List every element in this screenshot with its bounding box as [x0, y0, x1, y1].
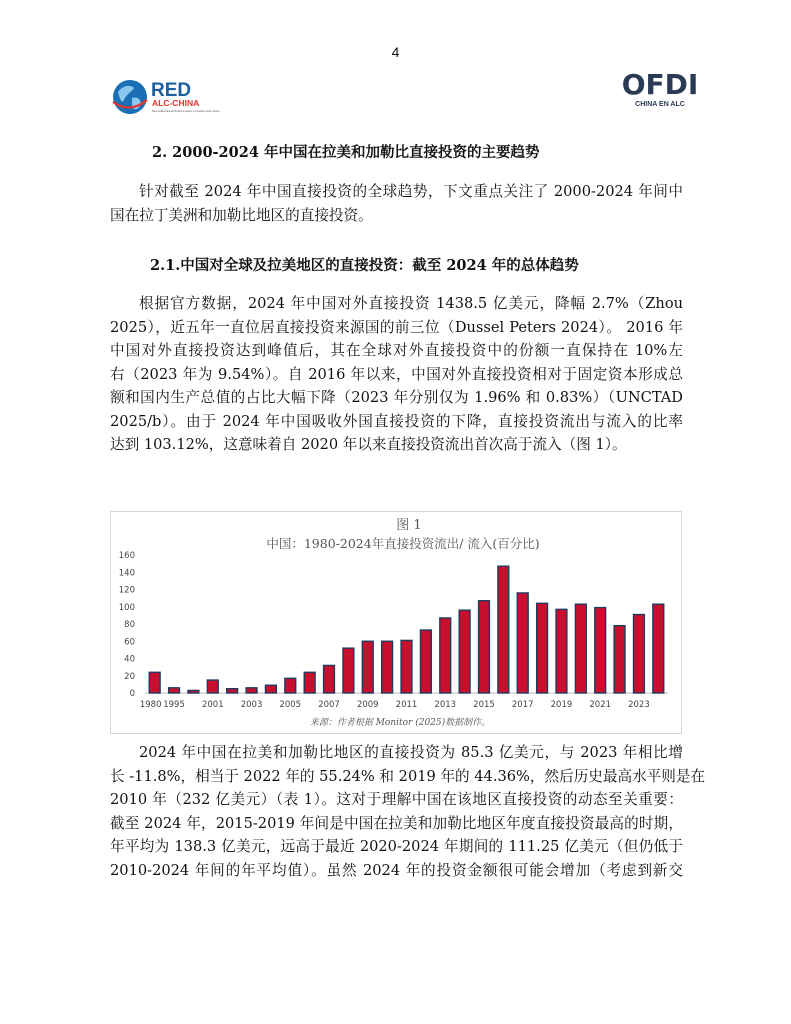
y-tick-label: 120	[118, 585, 135, 596]
paragraph-line: 右（2023 年为 9.54%）。自 2016 年以来，中国对外直接投资相对于固定资本形成总	[110, 365, 683, 383]
bar	[459, 610, 470, 693]
bar	[595, 608, 606, 693]
logo-alc-china-text: ALC-CHINA	[152, 98, 200, 108]
x-tick-label: 2013	[434, 700, 457, 710]
y-tick-label: 0	[129, 689, 135, 699]
bar	[169, 688, 180, 693]
paragraph-line: 根据官方数据，2024 年中国对外直接投资 1438.5 亿美元，降幅 2.7%（Zhou	[139, 295, 683, 312]
y-tick-label: 80	[124, 620, 135, 630]
x-tick-label: 1995	[163, 700, 185, 710]
chart-title: 图 1	[396, 518, 422, 533]
bar	[517, 593, 528, 693]
bar	[420, 630, 431, 693]
paragraph-line: 2010 年（232 亿美元）（表 1）。这对于理解中国在该地区直接投资的动态至关重要：	[110, 791, 683, 808]
bar	[362, 641, 373, 693]
bar	[246, 688, 257, 693]
paragraph-line: 额和国内生产总值的占比大幅下降（2023 年分别仅为 1.96% 和 0.83%）（UNCTAD	[110, 389, 683, 406]
x-tick-label: 2009	[356, 700, 379, 710]
bar-chart	[111, 512, 681, 733]
bar	[479, 601, 490, 693]
paragraph-line: 年平均为 138.3 亿美元，远高于最近 2020-2024 年期间的 111.25 亿美元（但仍低于	[110, 838, 683, 855]
x-tick-label: 2003	[240, 700, 263, 710]
paragraph-1	[110, 180, 683, 227]
bar	[227, 689, 238, 693]
paragraph-line: 2025/b）。由于 2024 年中国吸收外国直接投资的下降，直接投资流出与流入的比率	[110, 412, 683, 430]
bar	[634, 615, 645, 693]
bar	[614, 626, 625, 693]
x-tick-label: 2023	[628, 700, 650, 710]
x-tick-label: 2015	[473, 700, 495, 710]
paragraph-line: 截至 2024 年，2015-2019 年间是中国在拉美和加勒比地区年度直接投资最高的时期，	[110, 814, 683, 832]
y-tick-label: 20	[124, 671, 135, 682]
figure-1	[110, 511, 682, 734]
logo-tagline-text: Red Académica de América Latina y el Caribe sobre China	[152, 110, 220, 113]
page-number: 4	[391, 44, 400, 60]
bar	[382, 641, 393, 693]
bar	[537, 603, 548, 693]
bar	[575, 604, 586, 693]
x-tick-label: 2007	[318, 700, 340, 710]
section-heading: 2. 2000-2024 年中国在拉美和加勒比直接投资的主要趋势	[152, 144, 540, 161]
y-tick-label: 160	[118, 551, 135, 561]
y-axis	[119, 551, 135, 699]
logo-red-text: RED	[151, 80, 192, 101]
subsection-heading: 2.1.中国对全球及拉美地区的直接投资：截至 2024 年的总体趋势	[150, 257, 579, 274]
globe-icon	[113, 80, 147, 114]
y-tick-label: 100	[118, 602, 135, 613]
paragraph-line: 2025），近五年一直位居直接投资来源国的前三位（Dussel Peters 2024）。 2016 年	[110, 318, 683, 336]
paragraph-3	[110, 741, 706, 882]
bar	[304, 672, 315, 693]
paragraph-line: 达到 103.12%，这意味着自 2020 年以来直接投资流出首次高于流入（图 1）。	[110, 436, 627, 453]
paragraph-line: 2024 年中国在拉美和加勒比地区的直接投资为 85.3 亿美元，与 2023 年相比增	[139, 744, 683, 761]
bar	[556, 609, 567, 693]
chart-source: 来源：作者根据 Monitor (2025)数据制作。	[309, 718, 491, 728]
y-tick-label: 60	[124, 637, 135, 648]
logo-ofdi-subtext: CHINA EN ALC	[635, 101, 685, 108]
logo-ofdi-text: OFDI	[621, 68, 699, 101]
bar	[285, 678, 296, 693]
bar	[265, 685, 276, 693]
x-tick-label: 1980	[139, 700, 162, 710]
paragraph-line: 长 -11.8%，相当于 2022 年的 55.24% 和 2019 年的 44.36%，然后历史最高水平则是在	[110, 767, 706, 785]
paragraph-line: 国在拉丁美洲和加勒比地区的直接投资。	[110, 206, 373, 224]
bar	[401, 640, 412, 693]
paragraph-line: 2010-2024 年间的年平均值）。虽然 2024 年的投资金额很可能会增加（考虑到新交	[110, 861, 683, 879]
x-tick-label: 2019	[550, 700, 573, 710]
paragraph-line: 中国对外直接投资达到峰值后，其在全球对外直接投资中的份额一直保持在 10%左	[110, 342, 683, 359]
red-alc-china-logo	[112, 78, 232, 118]
bar	[207, 680, 218, 693]
bar	[440, 618, 451, 693]
bar	[324, 665, 335, 693]
paragraph-line: 针对截至 2024 年中国直接投资的全球趋势，下文重点关注了 2000-2024 年间中	[139, 183, 683, 200]
chart-subtitle: 中国：1980-2024年直接投资流出/ 流入(百分比)	[266, 536, 540, 551]
x-axis	[140, 700, 650, 710]
y-tick-label: 140	[118, 568, 135, 579]
x-tick-label: 2017	[511, 700, 534, 710]
x-tick-label: 2005	[279, 700, 302, 710]
bar	[653, 604, 664, 693]
bar	[343, 648, 354, 693]
ofdi-logo	[621, 64, 699, 120]
y-tick-label: 40	[124, 654, 135, 665]
bar	[498, 566, 509, 693]
bar	[188, 690, 199, 693]
bar	[149, 672, 160, 693]
x-tick-label: 2021	[589, 700, 612, 710]
paragraph-2	[110, 292, 683, 457]
x-tick-label: 2001	[201, 700, 224, 710]
bars	[149, 566, 663, 693]
x-tick-label: 2011	[395, 700, 418, 710]
